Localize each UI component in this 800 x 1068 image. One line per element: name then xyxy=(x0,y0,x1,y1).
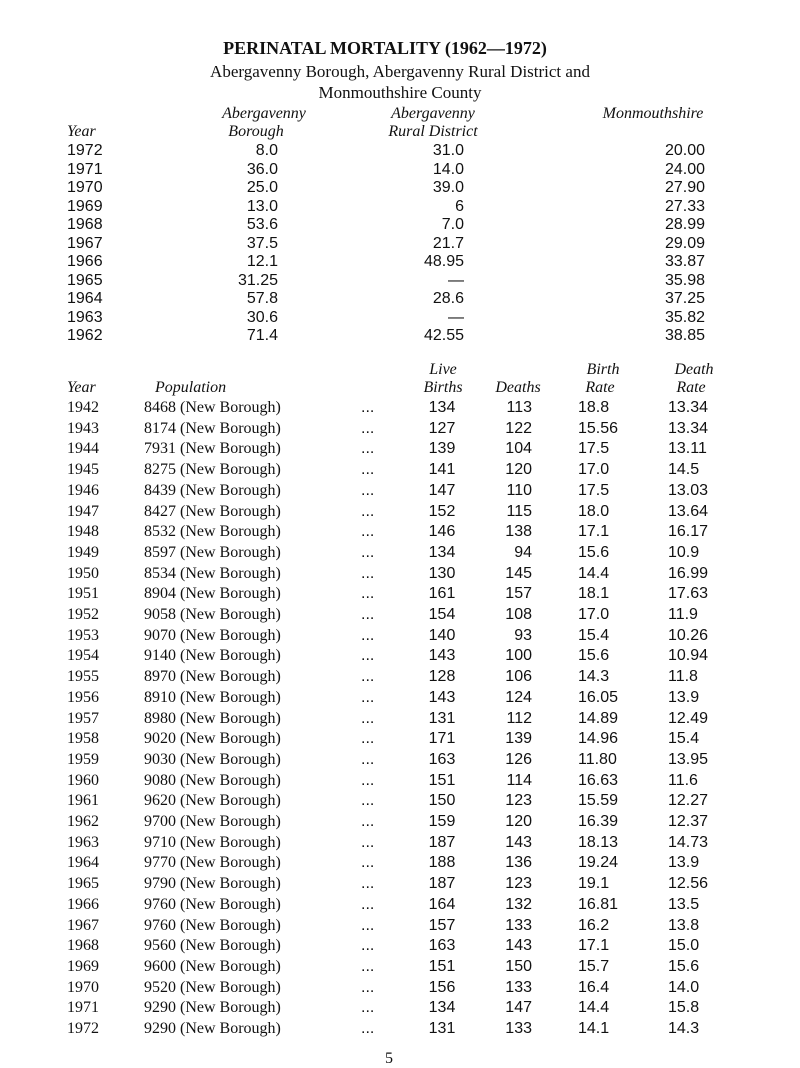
table-cell-live-births: 188 xyxy=(428,854,456,872)
table-cell-live-births: 147 xyxy=(428,481,456,499)
table-cell-live-births: 159 xyxy=(428,813,456,830)
table-cell-live-births: 127 xyxy=(428,419,456,437)
table-cell-borough: 36.0 xyxy=(246,160,278,178)
table-cell-county: 27.33 xyxy=(664,197,705,215)
table-cell-leader-dots: ... xyxy=(361,502,375,520)
table-cell-deaths: 143 xyxy=(505,937,532,955)
table-cell-population: 9760 (New Borough) xyxy=(144,895,281,913)
table-cell-leader-dots: ... xyxy=(361,957,375,975)
col-header-rural: Abergavenny xyxy=(391,105,475,122)
table-cell-population: 8904 (New Borough) xyxy=(144,585,281,603)
table-cell-leader-dots: ... xyxy=(361,440,375,458)
table-cell-leader-dots: ... xyxy=(361,626,375,644)
table-cell-live-births: 163 xyxy=(428,937,456,955)
table-cell-leader-dots: ... xyxy=(361,750,375,768)
table-cell-leader-dots: ... xyxy=(361,481,375,499)
table-cell-leader-dots: ... xyxy=(361,813,375,830)
table-cell-county: 27.90 xyxy=(664,179,705,196)
table-cell-birth-rate: 14.4 xyxy=(578,564,610,582)
table-cell-year: 1947 xyxy=(67,502,99,520)
table-cell-county: 33.87 xyxy=(664,253,705,270)
table-cell-deaths: 132 xyxy=(505,895,532,913)
table-cell-leader-dots: ... xyxy=(361,1020,375,1037)
table-cell-birth-rate: 14.3 xyxy=(578,668,610,686)
table-cell-deaths: 123 xyxy=(505,875,532,893)
table-cell-year: 1970 xyxy=(67,978,99,996)
table-cell-deaths: 124 xyxy=(505,688,532,706)
table-cell-year: 1948 xyxy=(67,523,99,541)
col-header-population: Population xyxy=(155,379,227,396)
table-cell-deaths: 100 xyxy=(505,647,532,665)
table-cell-population: 9770 (New Borough) xyxy=(144,854,281,872)
table-cell-birth-rate: 19.24 xyxy=(578,854,619,872)
table-cell-live-births: 146 xyxy=(428,523,456,541)
table-cell-live-births: 140 xyxy=(428,626,456,644)
table-cell-year: 1963 xyxy=(67,308,103,326)
table-cell-live-births: 187 xyxy=(428,875,456,893)
table-cell-live-births: 141 xyxy=(428,461,456,479)
table-cell-death-rate: 10.26 xyxy=(668,626,709,644)
table-cell-deaths: 133 xyxy=(505,1020,532,1037)
table-cell-population: 9080 (New Borough) xyxy=(144,771,281,789)
table-cell-deaths: 138 xyxy=(505,523,532,541)
table-cell-death-rate: 12.49 xyxy=(668,709,709,727)
table-cell-leader-dots: ... xyxy=(361,647,375,665)
page-title: PERINATAL MORTALITY (1962—1972) xyxy=(223,38,547,58)
table-cell-birth-rate: 17.5 xyxy=(578,481,610,499)
table-cell-borough: 31.25 xyxy=(237,271,278,289)
table-cell-rural: 21.7 xyxy=(432,234,464,252)
subtitle-line-1: Abergavenny Borough, Abergavenny Rural District and xyxy=(210,62,590,81)
table-cell-year: 1968 xyxy=(67,216,103,233)
table-cell-live-births: 130 xyxy=(428,564,456,582)
table-cell-death-rate: 14.3 xyxy=(668,1020,700,1037)
table-cell-deaths: 133 xyxy=(505,916,532,934)
table-cell-population: 8534 (New Borough) xyxy=(144,564,281,582)
table-cell-year: 1969 xyxy=(67,957,99,975)
table-cell-leader-dots: ... xyxy=(361,606,375,623)
table-cell-borough: 12.1 xyxy=(246,253,278,270)
subtitle-line-2: Monmouthshire County xyxy=(318,83,482,102)
table-cell-population: 9620 (New Borough) xyxy=(144,792,281,810)
table-cell-leader-dots: ... xyxy=(361,999,375,1017)
table-cell-deaths: 106 xyxy=(505,668,532,686)
table-cell-rural: — xyxy=(448,308,464,326)
table-cell-county: 20.00 xyxy=(664,142,705,159)
table-cell-live-births: 152 xyxy=(428,502,456,520)
table-cell-deaths: 113 xyxy=(506,399,532,416)
table-cell-population: 9700 (New Borough) xyxy=(144,813,281,830)
table-cell-population: 8970 (New Borough) xyxy=(144,668,281,686)
table-cell-year: 1963 xyxy=(67,833,99,851)
table-cell-death-rate: 11.9 xyxy=(668,606,698,623)
col-header-birth-rate: Rate xyxy=(585,379,615,396)
table-cell-year: 1950 xyxy=(67,564,99,582)
table-cell-birth-rate: 16.81 xyxy=(578,895,619,913)
table-cell-county: 24.00 xyxy=(664,160,705,178)
table-cell-deaths: 115 xyxy=(506,502,532,520)
table-cell-live-births: 143 xyxy=(428,647,456,665)
table-cell-year: 1954 xyxy=(67,647,99,665)
table-cell-birth-rate: 11.80 xyxy=(578,750,617,768)
table-cell-rural: 31.0 xyxy=(432,142,464,159)
table-cell-death-rate: 15.4 xyxy=(668,730,700,748)
table-cell-population: 8468 (New Borough) xyxy=(144,399,281,416)
table-cell-birth-rate: 17.1 xyxy=(578,523,610,541)
table-cell-birth-rate: 17.0 xyxy=(578,606,610,623)
table-cell-death-rate: 17.63 xyxy=(668,585,709,603)
col-header-year: Year xyxy=(67,123,96,140)
table-cell-year: 1944 xyxy=(67,440,99,458)
table-cell-live-births: 151 xyxy=(428,957,456,975)
table-cell-year: 1967 xyxy=(67,234,103,252)
col-header-birth-rate: Birth xyxy=(586,361,620,378)
table-cell-birth-rate: 15.56 xyxy=(578,419,619,437)
table-cell-population: 8597 (New Borough) xyxy=(144,543,281,561)
table-cell-death-rate: 10.94 xyxy=(668,647,709,665)
table-cell-borough: 57.8 xyxy=(246,290,278,307)
table-cell-year: 1953 xyxy=(67,626,99,644)
col-header-deaths: Deaths xyxy=(495,379,541,396)
table-cell-borough: 30.6 xyxy=(246,308,278,326)
table-cell-county: 35.82 xyxy=(664,308,705,326)
table-cell-year: 1968 xyxy=(67,937,99,955)
table-cell-deaths: 123 xyxy=(505,792,532,810)
table-cell-death-rate: 12.56 xyxy=(668,875,709,893)
table-cell-live-births: 134 xyxy=(428,399,456,416)
table-cell-year: 1972 xyxy=(67,1020,99,1037)
table-cell-population: 9290 (New Borough) xyxy=(144,999,281,1017)
table-cell-deaths: 112 xyxy=(506,709,532,727)
table-cell-live-births: 139 xyxy=(428,440,456,458)
table-cell-death-rate: 13.34 xyxy=(668,419,709,437)
table-cell-year: 1955 xyxy=(67,668,99,686)
table-cell-death-rate: 11.6 xyxy=(668,771,698,789)
table-cell-death-rate: 16.99 xyxy=(668,564,709,582)
table-cell-deaths: 139 xyxy=(505,730,532,748)
table-cell-year: 1966 xyxy=(67,253,103,270)
table-cell-deaths: 136 xyxy=(505,854,532,872)
table-cell-population: 9760 (New Borough) xyxy=(144,916,281,934)
table-cell-leader-dots: ... xyxy=(361,730,375,748)
table-cell-live-births: 151 xyxy=(428,771,456,789)
table-cell-deaths: 120 xyxy=(505,813,532,830)
table-cell-leader-dots: ... xyxy=(361,564,375,582)
table-cell-deaths: 120 xyxy=(505,461,532,479)
table-cell-year: 1956 xyxy=(67,688,99,706)
table-cell-leader-dots: ... xyxy=(361,833,375,851)
table-cell-leader-dots: ... xyxy=(361,461,375,479)
table-cell-population: 9790 (New Borough) xyxy=(144,875,281,893)
table-cell-death-rate: 13.8 xyxy=(668,916,700,934)
table-cell-deaths: 94 xyxy=(514,543,532,561)
table-cell-year: 1957 xyxy=(67,709,99,727)
table-cell-rural: 28.6 xyxy=(432,290,464,307)
table-cell-live-births: 171 xyxy=(428,730,456,748)
table-cell-year: 1946 xyxy=(67,481,99,499)
table-cell-leader-dots: ... xyxy=(361,688,375,706)
table-cell-death-rate: 13.9 xyxy=(668,688,700,706)
table-cell-birth-rate: 17.0 xyxy=(578,461,610,479)
table-cell-population: 9290 (New Borough) xyxy=(144,1020,281,1037)
table-cell-population: 9058 (New Borough) xyxy=(144,606,281,623)
table-cell-birth-rate: 18.1 xyxy=(578,585,610,603)
table-cell-deaths: 110 xyxy=(506,481,532,499)
table-cell-county: 29.09 xyxy=(664,234,705,252)
table-cell-live-births: 156 xyxy=(428,978,456,996)
page-number: 5 xyxy=(385,1050,393,1067)
table-cell-deaths: 133 xyxy=(505,978,532,996)
table-cell-population: 7931 (New Borough) xyxy=(144,440,281,458)
table-cell-deaths: 93 xyxy=(514,626,532,644)
table-cell-leader-dots: ... xyxy=(361,895,375,913)
table-cell-death-rate: 15.6 xyxy=(668,957,700,975)
table-cell-death-rate: 13.03 xyxy=(668,481,709,499)
table-cell-death-rate: 13.5 xyxy=(668,895,700,913)
table-cell-live-births: 131 xyxy=(428,709,456,727)
table-cell-borough: 25.0 xyxy=(246,179,278,196)
table-cell-year: 1962 xyxy=(67,327,103,344)
table-cell-leader-dots: ... xyxy=(361,523,375,541)
table-cell-population: 9020 (New Borough) xyxy=(144,730,281,748)
table-cell-population: 8174 (New Borough) xyxy=(144,419,281,437)
table-cell-year: 1951 xyxy=(67,585,99,603)
table-cell-birth-rate: 14.1 xyxy=(578,1020,610,1037)
table-cell-borough: 53.6 xyxy=(246,216,278,233)
table-cell-birth-rate: 16.39 xyxy=(578,813,619,830)
table-cell-year: 1972 xyxy=(67,142,103,159)
table-cell-leader-dots: ... xyxy=(361,399,375,416)
col-header-live-births: Births xyxy=(423,379,463,396)
table-cell-population: 9070 (New Borough) xyxy=(144,626,281,644)
table-cell-rural: 39.0 xyxy=(432,179,464,196)
table-cell-year: 1949 xyxy=(67,543,99,561)
table-cell-population: 9140 (New Borough) xyxy=(144,647,281,665)
table-cell-death-rate: 13.9 xyxy=(668,854,700,872)
table-cell-death-rate: 14.0 xyxy=(668,978,700,996)
table-cell-county: 37.25 xyxy=(664,290,705,307)
col-header-live-births: Live xyxy=(429,361,457,378)
table-cell-year: 1966 xyxy=(67,895,99,913)
table-cell-birth-rate: 16.63 xyxy=(578,771,619,789)
table-cell-year: 1965 xyxy=(67,271,103,289)
table-cell-birth-rate: 18.13 xyxy=(578,833,619,851)
table-cell-rural: 42.55 xyxy=(423,327,464,344)
table-cell-birth-rate: 16.2 xyxy=(578,916,610,934)
table-cell-death-rate: 15.0 xyxy=(668,937,700,955)
table-cell-birth-rate: 17.1 xyxy=(578,937,610,955)
table-cell-population: 8439 (New Borough) xyxy=(144,481,281,499)
table-cell-death-rate: 15.8 xyxy=(668,999,700,1017)
table-cell-leader-dots: ... xyxy=(361,854,375,872)
table-cell-leader-dots: ... xyxy=(361,709,375,727)
table-cell-death-rate: 12.27 xyxy=(668,792,709,810)
table-cell-leader-dots: ... xyxy=(361,875,375,893)
col-header-borough: Borough xyxy=(228,123,284,140)
table-cell-live-births: 134 xyxy=(428,543,456,561)
table-cell-population: 8910 (New Borough) xyxy=(144,688,281,706)
col-header-county: Monmouthshire xyxy=(602,105,704,122)
table-cell-death-rate: 14.73 xyxy=(668,833,709,851)
table-cell-leader-dots: ... xyxy=(361,792,375,810)
table-cell-year: 1967 xyxy=(67,916,99,934)
table-cell-borough: 71.4 xyxy=(246,327,278,344)
table-cell-birth-rate: 18.0 xyxy=(578,502,610,520)
table-cell-year: 1943 xyxy=(67,419,99,437)
table-cell-live-births: 128 xyxy=(428,668,456,686)
table-cell-year: 1969 xyxy=(67,197,103,215)
table-cell-birth-rate: 14.89 xyxy=(578,709,619,727)
table-cell-deaths: 143 xyxy=(505,833,532,851)
table-cell-death-rate: 10.9 xyxy=(668,543,700,561)
col-header-borough: Abergavenny xyxy=(222,105,306,122)
table-cell-deaths: 126 xyxy=(505,750,532,768)
table-cell-leader-dots: ... xyxy=(361,978,375,996)
table-cell-birth-rate: 14.4 xyxy=(578,999,610,1017)
table-cell-year: 1952 xyxy=(67,606,99,623)
table-cell-birth-rate: 16.4 xyxy=(578,978,610,996)
table-cell-leader-dots: ... xyxy=(361,937,375,955)
table-cell-death-rate: 12.37 xyxy=(668,813,709,830)
table-cell-borough: 37.5 xyxy=(246,234,278,252)
table-cell-deaths: 145 xyxy=(505,564,532,582)
table-cell-population: 9710 (New Borough) xyxy=(144,833,281,851)
table-cell-year: 1942 xyxy=(67,399,99,416)
table-cell-county: 35.98 xyxy=(664,271,705,289)
table-cell-year: 1971 xyxy=(67,999,99,1017)
table-cell-population: 9560 (New Borough) xyxy=(144,937,281,955)
table-cell-population: 9030 (New Borough) xyxy=(144,750,281,768)
table-cell-live-births: 131 xyxy=(428,1020,456,1037)
table-cell-year: 1958 xyxy=(67,730,99,748)
table-cell-leader-dots: ... xyxy=(361,668,375,686)
table-cell-death-rate: 13.11 xyxy=(668,440,707,458)
table-cell-leader-dots: ... xyxy=(361,771,375,789)
table-cell-borough: 13.0 xyxy=(246,197,278,215)
table-cell-deaths: 150 xyxy=(505,957,532,975)
table-cell-birth-rate: 19.1 xyxy=(578,875,610,893)
table-cell-leader-dots: ... xyxy=(361,585,375,603)
table-cell-population: 8980 (New Borough) xyxy=(144,709,281,727)
table-cell-year: 1970 xyxy=(67,179,103,196)
table-cell-deaths: 157 xyxy=(505,585,532,603)
table-cell-live-births: 163 xyxy=(428,750,456,768)
table-cell-live-births: 150 xyxy=(428,792,456,810)
table-cell-live-births: 161 xyxy=(428,585,456,603)
table-cell-rural: 14.0 xyxy=(432,160,464,178)
col-header-death-rate: Rate xyxy=(676,379,706,396)
col-header-death-rate: Death xyxy=(674,361,714,378)
table-cell-birth-rate: 15.4 xyxy=(578,626,610,644)
table-cell-birth-rate: 16.05 xyxy=(578,688,619,706)
table-cell-deaths: 122 xyxy=(505,419,532,437)
table-cell-death-rate: 13.64 xyxy=(668,502,709,520)
table-cell-live-births: 154 xyxy=(428,606,456,623)
table-cell-population: 8275 (New Borough) xyxy=(144,461,281,479)
table-cell-year: 1971 xyxy=(67,160,103,178)
table-cell-death-rate: 13.34 xyxy=(668,399,709,416)
table-cell-birth-rate: 15.7 xyxy=(578,957,610,975)
table-cell-deaths: 114 xyxy=(506,771,532,789)
table-cell-deaths: 108 xyxy=(505,606,532,623)
table-cell-county: 28.99 xyxy=(664,216,705,233)
table-cell-death-rate: 11.8 xyxy=(668,668,698,686)
table-cell-death-rate: 16.17 xyxy=(668,523,709,541)
table-cell-leader-dots: ... xyxy=(361,419,375,437)
table-cell-year: 1964 xyxy=(67,854,99,872)
table-cell-deaths: 147 xyxy=(505,999,532,1017)
col-header-rural: Rural District xyxy=(388,123,478,140)
table-cell-birth-rate: 15.6 xyxy=(578,543,610,561)
table-cell-rural: 48.95 xyxy=(423,253,464,270)
table-cell-year: 1964 xyxy=(67,290,103,307)
table-cell-birth-rate: 14.96 xyxy=(578,730,619,748)
table-cell-borough: 8.0 xyxy=(255,142,278,159)
table-cell-death-rate: 13.95 xyxy=(668,750,709,768)
table-cell-rural: 7.0 xyxy=(441,216,464,233)
table-cell-deaths: 104 xyxy=(505,440,532,458)
table-cell-year: 1960 xyxy=(67,771,99,789)
table-cell-live-births: 157 xyxy=(428,916,456,934)
table-cell-rural: 6 xyxy=(455,197,464,215)
table-cell-county: 38.85 xyxy=(664,327,705,344)
table-cell-live-births: 187 xyxy=(428,833,456,851)
col-header-year: Year xyxy=(67,379,96,396)
table-cell-year: 1959 xyxy=(67,750,99,768)
table-cell-population: 8532 (New Borough) xyxy=(144,523,281,541)
table-cell-birth-rate: 17.5 xyxy=(578,440,610,458)
table-cell-live-births: 134 xyxy=(428,999,456,1017)
table-cell-birth-rate: 15.59 xyxy=(578,792,619,810)
table-cell-live-births: 143 xyxy=(428,688,456,706)
table-cell-year: 1945 xyxy=(67,461,99,479)
table-cell-year: 1965 xyxy=(67,875,99,893)
table-cell-birth-rate: 15.6 xyxy=(578,647,610,665)
table-cell-live-births: 164 xyxy=(428,895,456,913)
table-cell-leader-dots: ... xyxy=(361,543,375,561)
table-cell-population: 8427 (New Borough) xyxy=(144,502,281,520)
table-cell-year: 1962 xyxy=(67,813,99,830)
table-cell-death-rate: 14.5 xyxy=(668,461,700,479)
table-cell-population: 9520 (New Borough) xyxy=(144,978,281,996)
table-cell-year: 1961 xyxy=(67,792,99,810)
table-cell-population: 9600 (New Borough) xyxy=(144,957,281,975)
table-cell-leader-dots: ... xyxy=(361,916,375,934)
table-cell-birth-rate: 18.8 xyxy=(578,399,610,416)
table-cell-rural: — xyxy=(448,271,464,289)
